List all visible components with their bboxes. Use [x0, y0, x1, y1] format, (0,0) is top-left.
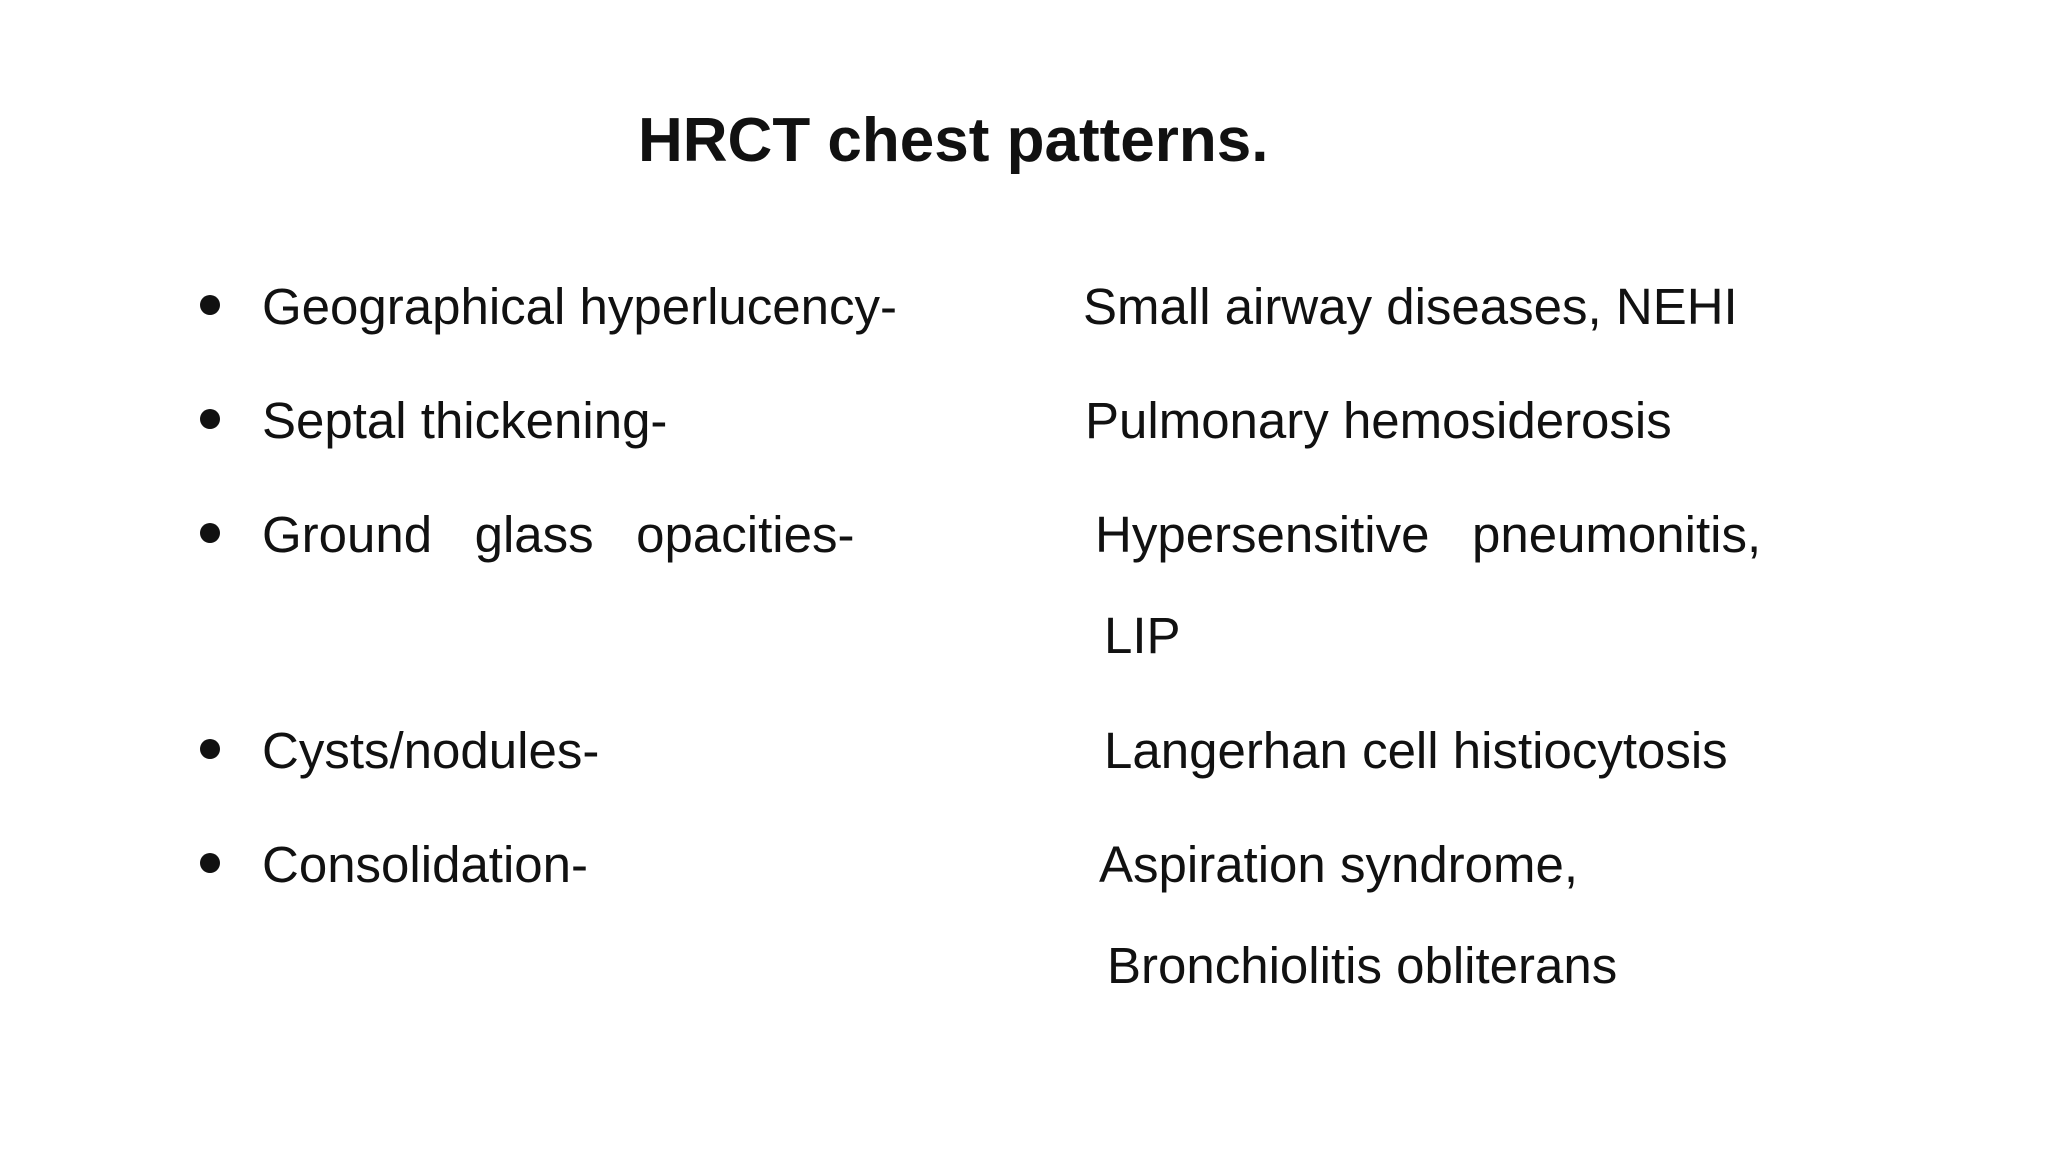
pattern-description: Bronchiolitis obliterans	[1107, 937, 1618, 994]
pattern-term: Consolidation-	[262, 836, 589, 893]
bullet-icon	[200, 295, 220, 315]
pattern-description: LIP	[1104, 607, 1181, 664]
bullet-icon	[200, 409, 220, 429]
pattern-term: Cysts/nodules-	[262, 722, 600, 779]
pattern-term: Septal thickening-	[262, 392, 668, 449]
pattern-description: Hypersensitive pneumonitis,	[1095, 506, 1762, 563]
pattern-description: Aspiration syndrome,	[1099, 836, 1579, 893]
pattern-description: Langerhan cell histiocytosis	[1104, 722, 1728, 779]
bullet-icon	[200, 739, 220, 759]
bullet-icon	[200, 523, 220, 543]
pattern-description: Pulmonary hemosiderosis	[1085, 392, 1672, 449]
slide-title: HRCT chest patterns.	[638, 106, 1269, 175]
pattern-term: Geographical hyperlucency-	[262, 278, 898, 335]
pattern-term: Ground glass opacities-	[262, 506, 855, 563]
bullet-icon	[200, 853, 220, 873]
pattern-description: Small airway diseases, NEHI	[1083, 278, 1738, 335]
